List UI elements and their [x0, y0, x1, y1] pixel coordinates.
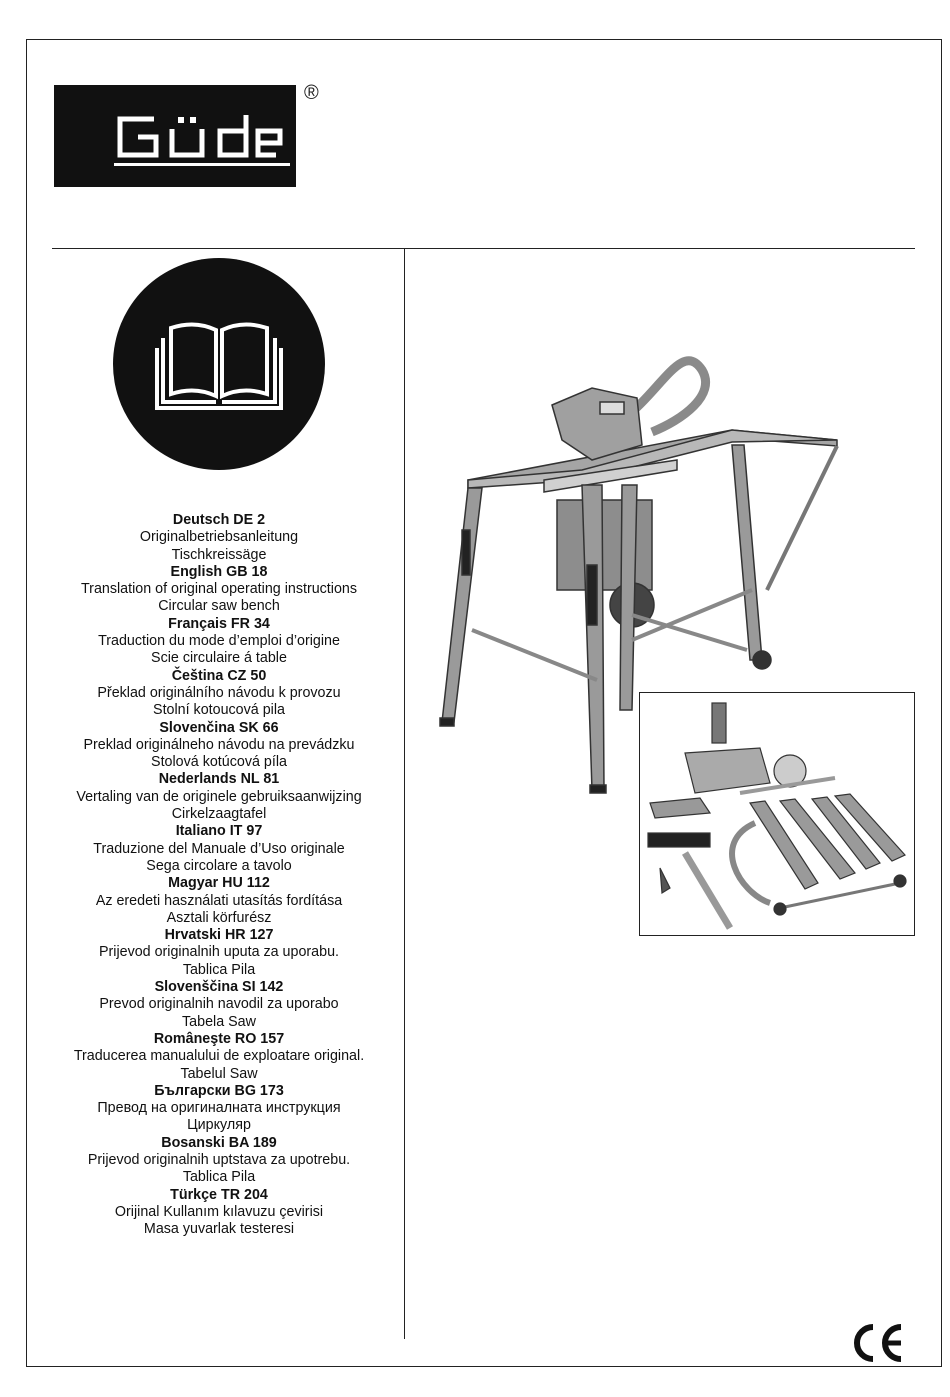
lang-entry: Slovenčina SK 66 Preklad originálneho návodu na prevádzku Stolová kotúcová píla — [83, 719, 355, 771]
lang-entry: Nederlands NL 81 Vertaling van de originele gebruiksaanwijzing Cirkelzaagtafel — [76, 771, 362, 823]
registered-mark: ® — [304, 82, 319, 104]
brand-logo — [54, 85, 296, 187]
gude-logo-mark — [54, 85, 296, 187]
lang-entry: Italiano IT 97 Traduzione del Manuale d’Uso originale Sega circolare a tavolo — [93, 823, 345, 874]
lang-entry: Français FR 34 Traduction du mode d’emploi d’origine Scie circulaire á table — [98, 615, 340, 667]
parts-overview-image — [639, 692, 915, 936]
lang-entry: Româneşte RO 157 Traducerea manualului de exploatare original. Tabelul Saw — [73, 1030, 365, 1082]
open-book-icon — [113, 258, 325, 470]
lang-entry: Deutsch DE 2 Originalbetriebsanleitung Tischkreissäge — [139, 512, 299, 563]
ce-mark-icon — [847, 1322, 905, 1364]
header-divider — [52, 248, 915, 249]
lang-entry: Hrvatski HR 127 Prijevod originalnih uputa za uporabu. Tablica Pila — [98, 927, 340, 978]
lang-entry: Slovenščina SI 142 Prevod originalnih navodil za uporabo Tabela Saw — [99, 979, 339, 1030]
lang-entry: Magyar HU 112 Az eredeti használati utasítás fordítása Asztali körfurész — [95, 875, 343, 926]
lang-entry: Čeština CZ 50 Překlad originálního návodu k provozu Stolní kotoucová pila — [97, 667, 341, 719]
column-divider — [404, 249, 405, 1339]
lang-entry: Български BG 173 Превод на оригиналната инструкция Циркуляр — [97, 1082, 341, 1134]
language-index — [52, 512, 386, 1238]
lang-entry: Bosanski BA 189 Prijevod originalnih uptstava za upotrebu. Tablica Pila — [87, 1134, 351, 1186]
lang-entry: Türkçe TR 204 Orijinal Kullanım kılavuzu çevirisi Masa yuvarlak testeresi — [114, 1186, 324, 1238]
lang-entry: English GB 18 Translation of original operating instructions Circular saw bench — [80, 563, 358, 615]
